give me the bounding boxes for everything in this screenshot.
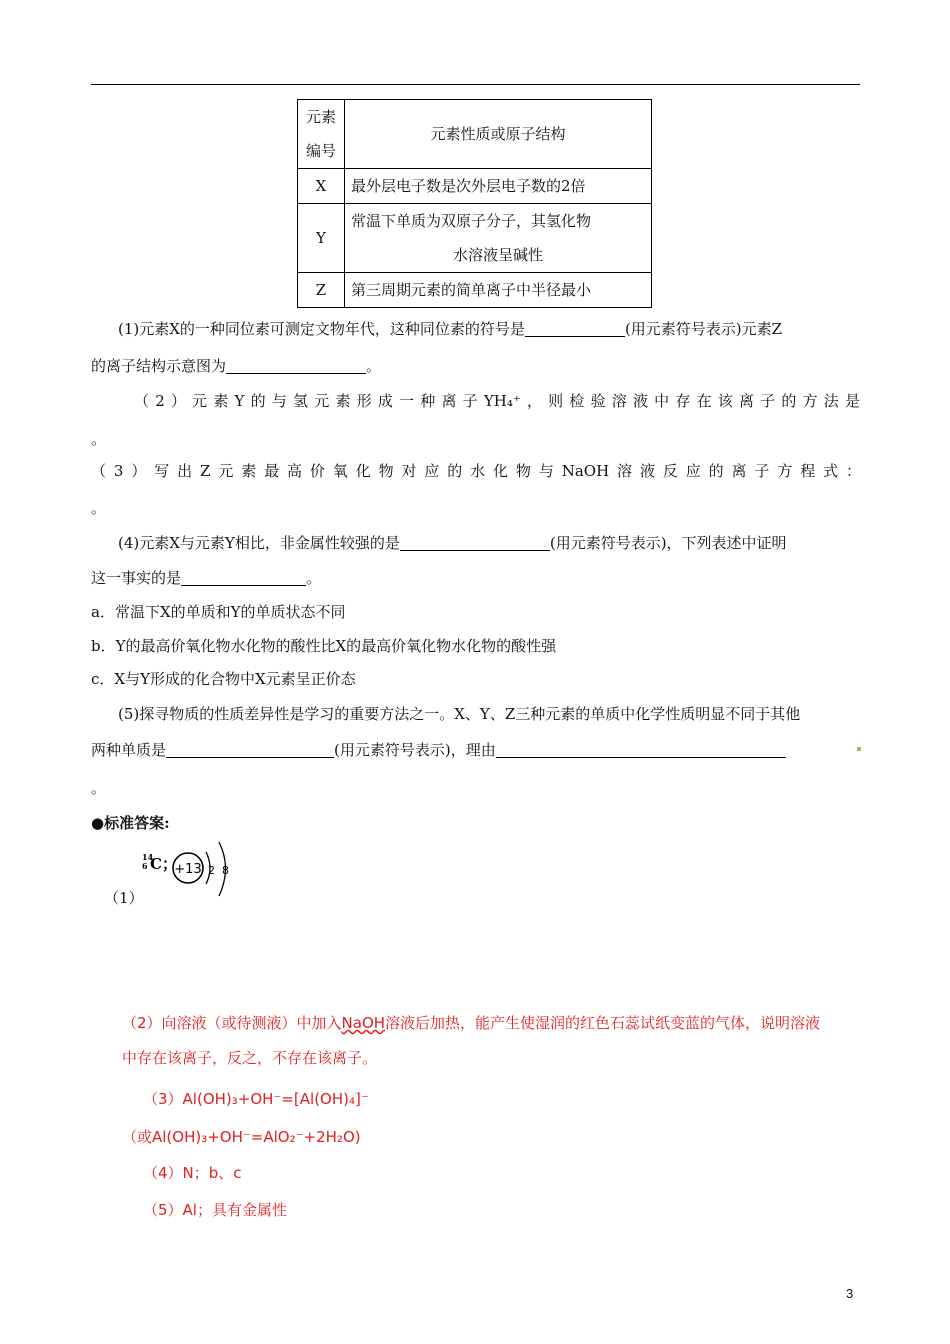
shell-2-count: 8 [222,864,229,877]
option-b: b．Y的最高价氧化物水化物的酸性比X的最高价氧化物水化物的酸性强 [91,637,557,655]
answer-blank[interactable] [400,534,550,551]
answer-blank[interactable] [525,320,625,337]
answer-4: （4）N；b、c [143,1164,242,1182]
question-3-end: 。 [91,499,107,517]
answer-blank[interactable] [226,357,366,374]
answer-2-line-2: 中存在该离子，反之，不存在该离子。 [122,1049,378,1067]
isotope-symbol: C； [150,855,177,873]
question-2-line-1: （2）元素Y的与氢元素形成一种离子YH₄⁺，则检验溶液中存在该离子的方法是 [134,392,860,410]
answer-5: （5）Al；具有金属性 [143,1201,287,1219]
option-a: a．常温下X的单质和Y的单质状态不同 [91,603,346,621]
cell-id: Y [298,204,345,273]
table-row [298,204,652,273]
cell-id: Z [298,273,345,308]
option-c: c．X与Y形成的化合物中X元素呈正价态 [91,670,356,688]
question-3-line-1: （3）写出Z元素最高价氧化物对应的水化物与NaOH溶液反应的离子方程式： [91,462,861,480]
nucleus-charge: +13 [174,862,202,877]
question-4-line-2: 这一事实的是 。 [91,569,322,587]
table-header-row [298,100,652,169]
cell-desc: 最外层电子数是次外层电子数的2倍 [345,169,652,204]
question-2-end: 。 [91,430,107,448]
question-5-line-1: (5)探寻物质的性质差异性是学习的重要方法之一。X、Y、Z三种元素的单质中化学性质明显不同于其他 [118,705,801,723]
answer-1-label: （1） [104,889,144,907]
shell-1-count: 2 [208,864,215,877]
question-4-line-1: (4)元素X与元素Y相比，非金属性较强的是 (用元素符号表示)，下列表述中证明 [118,534,787,552]
isotope-mass: 14 [142,852,154,862]
isotope-atomic-number: 6 [142,861,148,871]
question-1-line-1: (1)元素X的一种同位素可测定文物年代，这种同位素的符号是 (用元素符号表示)元素Z [118,320,783,338]
cell-desc: 第三周期元素的简单离子中半径最小 [345,273,652,308]
header-cell-id: 元素 编号 [298,100,345,169]
question-5-end: 。 [91,779,107,797]
cell-desc: 常温下单质为双原子分子，其氢化物 水溶液呈碱性 [345,204,652,273]
answer-3-alt: （或Al(OH)₃+OH⁻=AlO₂⁻+2H₂O) [122,1128,361,1146]
answer-blank[interactable] [166,741,334,758]
cell-id: X [298,169,345,204]
question-1-line-2: 的离子结构示意图为 。 [91,357,382,375]
answer-heading: ●标准答案: [91,814,170,832]
header-cell-desc: 元素性质或原子结构 [345,100,652,169]
question-5-line-2: 两种单质是 (用元素符号表示)，理由 [91,739,861,761]
page-number: 3 [846,1286,854,1301]
element-table [297,99,652,308]
answer-2-line-1: （2）向溶液（或待测液）中加入NaOH溶液后加热，能产生使湿润的红色石蕊试纸变蓝的气体，说明溶液 [122,1014,821,1032]
table-row [298,169,652,204]
answer-blank[interactable] [181,569,306,586]
header-rule [91,84,860,85]
table-row [298,273,652,308]
answer-blank[interactable] [496,741,786,758]
marker-dot [857,747,861,751]
answer-3: （3）Al(OH)₃+OH⁻=[Al(OH)₄]⁻ [143,1090,369,1108]
